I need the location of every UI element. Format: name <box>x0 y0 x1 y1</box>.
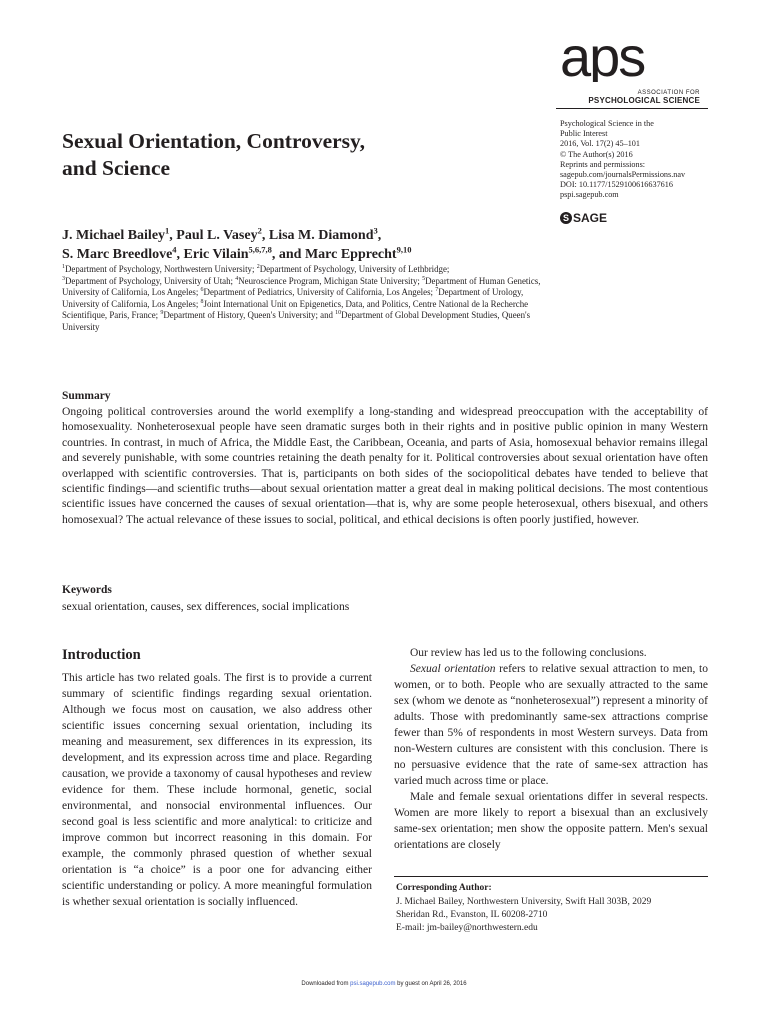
affil-text: Department of Psychology, Northwestern University; <box>65 264 257 274</box>
author-separator: , <box>261 228 269 243</box>
author-separator: , <box>377 228 382 243</box>
summary-heading: Summary <box>62 390 111 402</box>
journal-line: Reprints and permissions: <box>560 159 646 169</box>
header-rule <box>556 108 708 109</box>
author-list <box>62 227 562 264</box>
introduction-text: This article has two related goals. The first is to provide a current summary of scientific findings regarding sexual orientation. Although we focus most on causation, we also address other scientific issues concerning sexual orientation, including its meaning and measurement, sex differences in its expression, its development, and its expression across time and place. Regarding causation, we provide a taxonomy of causal hypotheses and review evidence for them. These include hormonal, genetic, social environmental, and nonsocial environmental influences. Our second goal is less scientific and more analytical: to criticize and improve common but incorrect reasoning in this domain. For example, the commonly phrased question of whether sexual orientation is “a choice” is a poor one for advancing either scientific understanding or policy. A more meaningful formulation is whether sexual orientation is socially influenced. <box>62 672 372 908</box>
affil-text: Department of Psychology, University of Lethbridge; <box>259 264 450 274</box>
journal-line: © The Author(s) 2016 <box>560 149 633 159</box>
logo-subtitle-small: ASSOCIATION FOR <box>637 90 700 96</box>
affil-num: 5 <box>422 275 426 282</box>
journal-line: Psychological Science in the <box>560 119 654 128</box>
corresponding-author-heading: Corresponding Author: <box>396 883 492 893</box>
affil-text: Department of Pediatrics, University of California, Los Angeles; <box>203 287 436 298</box>
corresponding-rule <box>394 876 708 877</box>
affil-num: 3 <box>62 275 65 282</box>
author-affil-sup: 1 <box>165 225 170 236</box>
corresponding-email-line[interactable]: E-mail: jm-bailey@northwestern.edu <box>396 923 538 933</box>
affil-num: 4 <box>235 275 239 282</box>
footer-prefix: Downloaded from <box>301 981 351 987</box>
sage-wordmark: SAGE <box>573 211 608 225</box>
right-column-text <box>394 645 708 853</box>
author-separator: , <box>176 246 184 262</box>
affil-text: Department of Global Development Studies, Queen's University <box>62 310 531 332</box>
affil-num: 7 <box>435 287 439 294</box>
corresponding-name-line: J. Michael Bailey, Northwestern University, Swift Hall 303B, 2029 <box>396 897 652 907</box>
term-sexual-orientation: Sexual orientation <box>410 663 496 675</box>
author-affil-sup: 9,10 <box>396 243 412 254</box>
author-separator: , and <box>271 246 305 262</box>
sage-circle-icon: S <box>560 212 572 224</box>
paragraph: Our review has led us to the following conclusions. <box>410 647 647 659</box>
download-footer <box>0 981 768 987</box>
author-affil-sup: 4 <box>172 243 177 254</box>
title-line-1: Sexual Orientation, Controversy, <box>62 129 365 153</box>
logo-subtitle-large: PSYCHOLOGICAL SCIENCE <box>588 96 700 105</box>
affil-num: 2 <box>256 264 260 271</box>
affil-num: 10 <box>335 310 342 317</box>
journal-info <box>560 119 720 201</box>
affil-text: Neuroscience Program, Michigan State University; <box>238 275 423 286</box>
author-name: S. Marc Breedlove <box>62 246 173 262</box>
summary-text: Ongoing political controversies around the world exemplify a long-standing and widespread preoccupation with the acceptability of homosexuality. Nonheterosexual people have seen dramatic surges both in their rights and in positive public opinion in many Western countries. In contrast, in much of Africa, the Middle East, the Caribbean, Oceania, and parts of Asia, homosexual behavior remains illegal and severely punishable, with some countries retaining the death penalty for it. Political controversies about sexual orientation have often overlapped with scientific controversies. That is, participants on both sides of the sociopolitical debates have tended to believe that scientific findings—and scientific truths—about sexual orientation matter a great deal in making political decisions. The most contentious scientific issues have concerned the causes of sexual orientation—that is, why are some people heterosexual, others bisexual, and others homosexual? The actual relevance of these issues to social, political, and ethical decisions is often poorly justified, however. <box>62 405 708 526</box>
article-title <box>62 128 502 182</box>
journal-line: 2016, Vol. 17(2) 45–101 <box>560 139 640 149</box>
author-affil-sup: 3 <box>373 225 378 236</box>
journal-line[interactable]: sagepub.com/journalsPermissions.nav <box>560 170 686 180</box>
corresponding-author-details <box>396 896 708 935</box>
affil-num: 6 <box>200 287 204 294</box>
journal-line: Public Interest <box>560 129 608 139</box>
corresponding-address-line: Sheridan Rd., Evanston, IL 60208-2710 <box>396 910 548 920</box>
affil-text: Department of Human Genetics, University of California, Los Angeles; <box>62 275 541 298</box>
title-line-2: and Science <box>62 156 171 180</box>
affil-text: Department of Psychology, University of Utah; <box>65 275 236 286</box>
affil-num: 1 <box>62 264 65 271</box>
doi-line[interactable]: DOI: 10.1177/1529100616637616 <box>560 180 673 190</box>
footer-suffix: by guest on April 26, 2016 <box>395 981 467 987</box>
author-name: Marc Epprecht <box>304 246 397 262</box>
author-name: Eric Vilain <box>183 246 249 262</box>
affil-text: Joint International Unit on Epigenetics, Data, and Politics, Centre National de la Recherche Scientifique, Paris, France; <box>62 298 529 321</box>
keywords-text: sexual orientation, causes, sex differences, social implications <box>62 600 350 613</box>
author-name: Paul L. Vasey <box>176 228 258 243</box>
keywords-heading: Keywords <box>62 584 112 596</box>
aps-logo <box>560 32 700 104</box>
paragraph <box>394 661 708 789</box>
paragraph-text: refers to relative sexual attraction to men, to women, or to both. People who are sexually attracted to the same sex (whom we denote as “nonheterosexual”) represent a minority of adults. Those with predominantly same-sex attractions comprise fewer than 5% of respondents in most Western surveys. Data from non-Western cultures are consistent with this conclusion. There is no persuasive evidence that the rate of same-sex attraction has varied much across time or place. <box>394 663 708 787</box>
paragraph: Male and female sexual orientations differ in several respects. Women are more likely to report a bisexual than an exclusively same-sex orientation; men show the opposite pattern. Men's sexual orientations are closely <box>394 791 708 851</box>
affil-text: Department of Urology, University of California, Los Angeles; <box>62 287 524 309</box>
author-affil-sup: 2 <box>257 225 262 236</box>
affil-text: Department of History, Queen's University; and <box>163 310 336 321</box>
journal-url[interactable]: pspi.sagepub.com <box>560 190 619 200</box>
affil-num: 8 <box>200 298 204 305</box>
author-separator: , <box>169 228 177 243</box>
author-name: Lisa M. Diamond <box>268 228 374 243</box>
sage-logo <box>560 211 607 225</box>
affil-num: 9 <box>160 310 164 317</box>
author-name: J. Michael Bailey <box>62 228 166 243</box>
introduction-heading: Introduction <box>62 647 141 663</box>
aps-wordmark <box>560 32 700 82</box>
footer-link[interactable]: psi.sagepub.com <box>350 981 396 987</box>
affiliations <box>62 264 562 334</box>
aps-wordmark-text: aps <box>560 32 645 82</box>
author-affil-sup: 5,6,7,8 <box>248 243 272 254</box>
